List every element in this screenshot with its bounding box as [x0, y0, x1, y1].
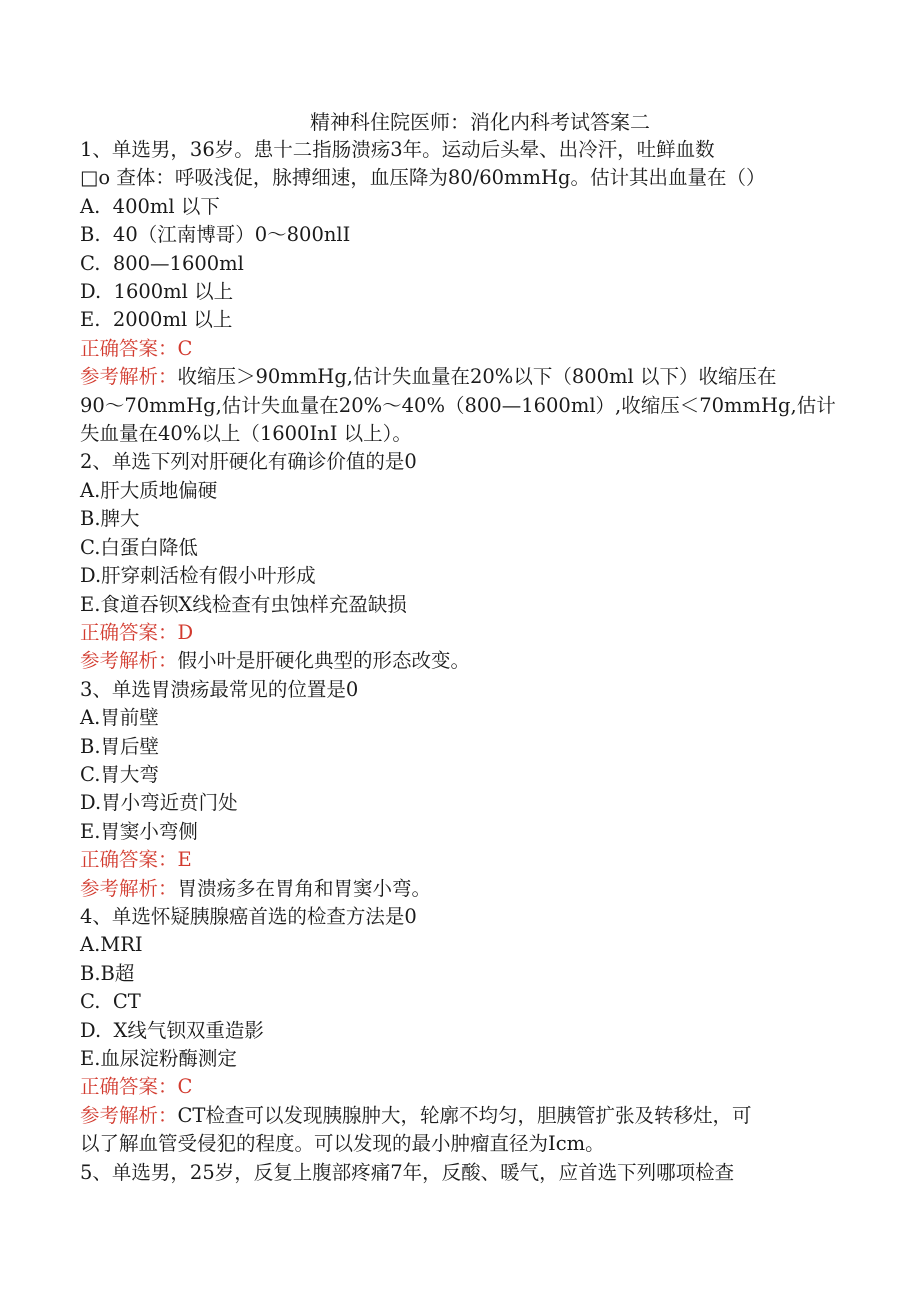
answer-value: D — [177, 620, 194, 644]
option-c: C. 800—1600ml — [80, 251, 244, 275]
option-d: D. X线气钡双重造影 — [80, 1018, 264, 1042]
option-e: E.血尿淀粉酶测定 — [80, 1047, 237, 1070]
analysis-text: 以了解血管受侵犯的程度。可以发现的最小肿瘤直径为Icm。 — [80, 1132, 605, 1156]
analysis-label: 参考解析： — [80, 1103, 178, 1127]
analysis-text: 胃溃疡多在胃角和胃窦小弯。 — [177, 876, 432, 900]
answer-line — [80, 1073, 840, 1101]
option-a: A.MRI — [80, 933, 143, 957]
analysis-text: 90～70mmHg,估计失血量在20%～40%（800—1600ml）,收缩压＜70mmHg,估计 — [80, 393, 836, 417]
option-d: D.胃小弯近贲门处 — [80, 791, 238, 815]
option-a: A. 400ml 以下 — [80, 194, 220, 218]
analysis-label: 参考解析： — [80, 876, 178, 900]
answer-label: 正确答案： — [80, 1075, 178, 1099]
question-stem-line: 3、单选胃溃疡最常见的位置是0 — [80, 677, 359, 701]
question-stem-line: 2、单选下列对肝硬化有确诊价值的是0 — [80, 450, 417, 474]
answer-label: 正确答案： — [80, 848, 178, 872]
document-title: 精神科住院医师：消化内科考试答案二 — [310, 110, 650, 134]
document-page — [80, 108, 840, 1187]
option-b: B.胃后壁 — [80, 734, 160, 758]
question-1 — [80, 136, 840, 448]
answer-line — [80, 335, 840, 363]
analysis-label: 参考解析： — [80, 649, 178, 673]
analysis-line — [80, 647, 840, 675]
question-5 — [80, 1159, 840, 1187]
option-e: E.胃窦小弯侧 — [80, 819, 198, 843]
analysis-line — [80, 875, 840, 903]
analysis-label: 参考解析： — [80, 365, 178, 389]
option-b: B.B超 — [80, 961, 135, 985]
option-b: B.脾大 — [80, 507, 140, 531]
analysis-text: CT检查可以发现胰腺肿大，轮廓不均匀，胆胰管扩张及转移灶，可 — [177, 1103, 752, 1127]
answer-label: 正确答案： — [80, 620, 178, 644]
question-4 — [80, 903, 840, 1159]
question-stem-line: 1、单选男，36岁。患十二指肠溃疡3年。运动后头晕、出冷汗，吐鲜血数 — [80, 138, 715, 161]
answer-line — [80, 846, 840, 874]
answer-value: E — [177, 848, 192, 872]
analysis-line — [80, 363, 840, 391]
option-c: C. CT — [80, 990, 141, 1014]
option-b: B. 40（江南博哥）0～800nlI — [80, 223, 351, 247]
option-e: E.食道吞钡X线检查有虫蚀样充盈缺损 — [80, 592, 407, 616]
analysis-text: 假小叶是肝硬化典型的形态改变。 — [177, 649, 471, 673]
question-stem-line: 5、单选男，25岁，反复上腹部疼痛7年，反酸、暖气，应首选下列哪项检查 — [80, 1160, 735, 1184]
analysis-text: 失血量在40%以上（1600InI 以上）。 — [80, 422, 412, 446]
analysis-text: 收缩压＞90mmHg,估计失血量在20%以下（800ml 以下）收缩压在 — [177, 365, 777, 389]
option-a: A.肝大质地偏硬 — [80, 478, 218, 502]
answer-value: C — [177, 1075, 193, 1099]
question-2 — [80, 448, 840, 675]
question-3 — [80, 676, 840, 903]
question-stem-line: □o 查体：呼吸浅促，脉搏细速，血压降为80/60mmHg。估计其出血量在（） — [80, 166, 766, 190]
question-stem-line: 4、单选怀疑胰腺癌首选的检查方法是0 — [80, 904, 417, 928]
option-c: C.胃大弯 — [80, 762, 159, 786]
option-e: E. 2000ml 以上 — [80, 308, 233, 332]
option-a: A.胃前壁 — [80, 706, 159, 730]
answer-value: C — [177, 336, 193, 360]
answer-line — [80, 619, 840, 647]
analysis-line — [80, 1102, 840, 1130]
option-c: C.白蛋白降低 — [80, 535, 198, 559]
option-d: D. 1600ml 以上 — [80, 280, 234, 304]
option-d: D.肝穿刺活检有假小叶形成 — [80, 564, 316, 588]
answer-label: 正确答案： — [80, 336, 178, 360]
